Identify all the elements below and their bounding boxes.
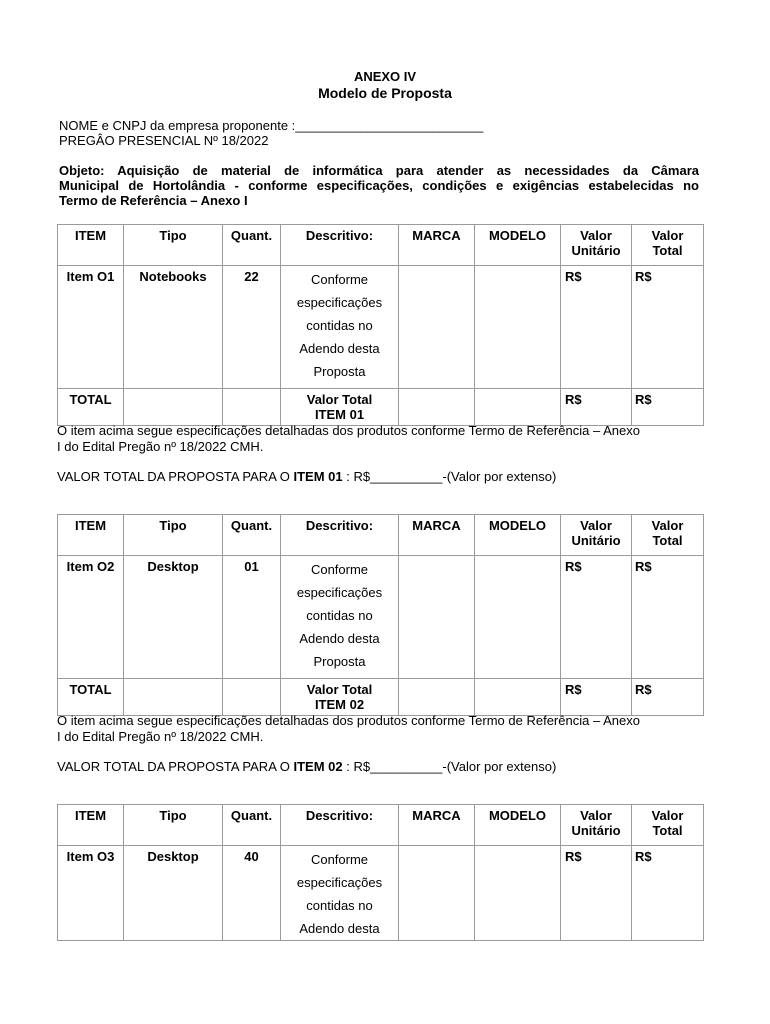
total-valor-total: R$ [632, 679, 704, 716]
col-descritivo: Descritivo: [281, 805, 399, 846]
item-cell: Item O3 [58, 846, 124, 941]
empty-cell [475, 679, 561, 716]
col-quant: Quant. [223, 805, 281, 846]
modelo-cell [475, 266, 561, 389]
objeto-line-1: Objeto: Aquisição de material de informática para atender as necessidades da Câmara [59, 163, 699, 178]
item-note: O item acima segue especificações detalhadas dos produtos conforme Termo de Referência – Anexo I do Edital Pregão nº 18/2022 CMH. [57, 713, 640, 744]
col-tipo: Tipo [124, 225, 223, 266]
valor-unitario-cell: R$ [561, 266, 632, 389]
marca-cell [399, 846, 475, 941]
valor-total-proposta: VALOR TOTAL DA PROPOSTA PARA O ITEM 01 : R$__________-(Valor por extenso) [57, 469, 557, 484]
col-modelo: MODELO [475, 805, 561, 846]
col-marca: MARCA [399, 515, 475, 556]
item-note: O item acima segue especificações detalhadas dos produtos conforme Termo de Referência – Anexo I do Edital Pregão nº 18/2022 CMH. [57, 423, 640, 454]
col-quant: Quant. [223, 225, 281, 266]
total-valor-total: R$ [632, 389, 704, 426]
valor-unitario-cell: R$ [561, 556, 632, 679]
modelo-cell [475, 556, 561, 679]
empty-cell [475, 389, 561, 426]
total-valor-unitario: R$ [561, 679, 632, 716]
col-tipo: Tipo [124, 805, 223, 846]
empty-cell [223, 679, 281, 716]
col-item: ITEM [58, 515, 124, 556]
tipo-cell: Desktop [124, 846, 223, 941]
objeto-line-3: Termo de Referência – Anexo I [59, 193, 248, 208]
valor-total-cell: R$ [632, 846, 704, 941]
table-row [58, 266, 704, 389]
item-cell: Item O1 [58, 266, 124, 389]
col-quant: Quant. [223, 515, 281, 556]
total-label: TOTAL [58, 389, 124, 426]
col-item: ITEM [58, 805, 124, 846]
col-valor-total: Valor Total [632, 225, 704, 266]
valor-total-item-label: Valor Total ITEM 01 [281, 389, 399, 426]
valor-total-cell: R$ [632, 266, 704, 389]
document-title: Modelo de Proposta [318, 85, 452, 101]
item-table-3 [57, 804, 704, 941]
table-row [58, 556, 704, 679]
item-table-1 [57, 224, 704, 426]
empty-cell [399, 679, 475, 716]
col-tipo: Tipo [124, 515, 223, 556]
col-marca: MARCA [399, 225, 475, 266]
col-descritivo: Descritivo: [281, 515, 399, 556]
valor-total-proposta: VALOR TOTAL DA PROPOSTA PARA O ITEM 02 : R$__________-(Valor por extenso) [57, 759, 557, 774]
item-cell: Item O2 [58, 556, 124, 679]
empty-cell [223, 389, 281, 426]
quant-cell: 22 [223, 266, 281, 389]
col-item: ITEM [58, 225, 124, 266]
annex-title: ANEXO IV [353, 69, 417, 84]
col-marca: MARCA [399, 805, 475, 846]
descritivo-cell: Conforme especificações contidas no Adendo desta [281, 846, 399, 941]
valor-unitario-cell: R$ [561, 846, 632, 941]
col-valor-total: Valor Total [632, 805, 704, 846]
col-valor-unitario: Valor Unitário [561, 225, 632, 266]
col-valor-total: Valor Total [632, 515, 704, 556]
objeto-paragraph [59, 163, 699, 208]
objeto-line-2: Municipal de Hortolândia - conforme especificações, condições e exigências estabelecidas no [59, 178, 699, 193]
col-valor-unitario: Valor Unitário [561, 515, 632, 556]
table-header-row [58, 225, 704, 266]
empty-cell [124, 389, 223, 426]
empty-cell [399, 389, 475, 426]
col-modelo: MODELO [475, 515, 561, 556]
item-table-2 [57, 514, 704, 716]
col-valor-unitario: Valor Unitário [561, 805, 632, 846]
valor-total-cell: R$ [632, 556, 704, 679]
col-modelo: MODELO [475, 225, 561, 266]
tipo-cell: Notebooks [124, 266, 223, 389]
empty-cell [124, 679, 223, 716]
table-header-row [58, 515, 704, 556]
col-descritivo: Descritivo: [281, 225, 399, 266]
descritivo-cell: Conforme especificações contidas no Adendo desta Proposta [281, 556, 399, 679]
quant-cell: 01 [223, 556, 281, 679]
quant-cell: 40 [223, 846, 281, 941]
descritivo-cell: Conforme especificações contidas no Adendo desta Proposta [281, 266, 399, 389]
marca-cell [399, 266, 475, 389]
valor-total-item-label: Valor Total ITEM 02 [281, 679, 399, 716]
total-label: TOTAL [58, 679, 124, 716]
total-row [58, 389, 704, 426]
marca-cell [399, 556, 475, 679]
company-line: NOME e CNPJ da empresa proponente :__________________________ [59, 118, 484, 133]
tipo-cell: Desktop [124, 556, 223, 679]
total-valor-unitario: R$ [561, 389, 632, 426]
modelo-cell [475, 846, 561, 941]
table-header-row [58, 805, 704, 846]
table-row [58, 846, 704, 941]
total-row [58, 679, 704, 716]
pregao-line: PREGÂO PRESENCIAL Nº 18/2022 [59, 133, 269, 148]
